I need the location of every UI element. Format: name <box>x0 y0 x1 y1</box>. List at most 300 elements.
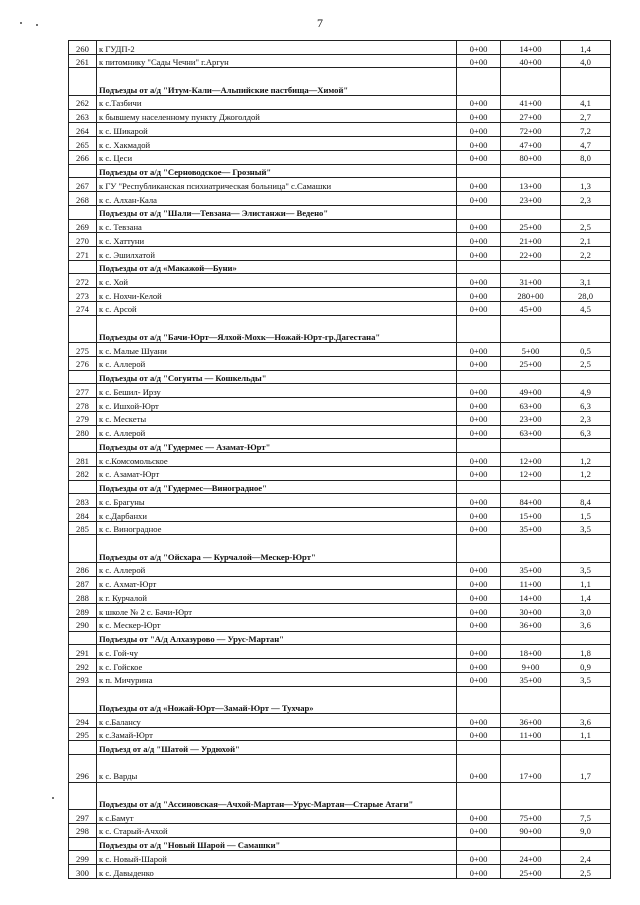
end-km-cell: 14+00 <box>501 41 561 55</box>
length-cell <box>561 741 611 755</box>
length-cell <box>561 686 611 713</box>
table-row <box>69 865 611 879</box>
length-cell: 1,2 <box>561 453 611 467</box>
row-number-cell: 272 <box>69 274 97 288</box>
row-number-cell <box>69 315 97 342</box>
end-km-cell <box>501 205 561 219</box>
row-number-cell <box>69 439 97 453</box>
length-cell <box>561 205 611 219</box>
section-title-cell: Подъезды от а/д «Макажой—Буни» <box>97 260 457 274</box>
section-header-row <box>69 68 611 95</box>
row-number-cell <box>69 782 97 809</box>
row-number-cell <box>69 164 97 178</box>
start-km-cell: 0+00 <box>457 54 501 68</box>
start-km-cell: 0+00 <box>457 604 501 618</box>
section-header-row <box>69 315 611 342</box>
row-number-cell: 276 <box>69 356 97 370</box>
road-name-cell: к с. Виноградное <box>97 521 457 535</box>
start-km-cell: 0+00 <box>457 274 501 288</box>
table-row <box>69 398 611 412</box>
start-km-cell: 0+00 <box>457 398 501 412</box>
road-name-cell: к с.Дарбанхи <box>97 507 457 521</box>
table-row <box>69 755 611 782</box>
start-km-cell <box>457 741 501 755</box>
table-row <box>69 425 611 439</box>
row-number-cell <box>69 535 97 562</box>
end-km-cell <box>501 68 561 95</box>
table-row <box>69 54 611 68</box>
table-row <box>69 288 611 302</box>
end-km-cell <box>501 315 561 342</box>
road-name-cell: к с. Бешил- Ирзу <box>97 384 457 398</box>
table-row <box>69 604 611 618</box>
length-cell: 3,6 <box>561 713 611 727</box>
start-km-cell: 0+00 <box>457 453 501 467</box>
section-title-cell: Подъезды от а/д "Ассиновская—Ачхой-Мартан—Урус-Мартан—Старые Атаги" <box>97 782 457 809</box>
row-number-cell <box>69 741 97 755</box>
end-km-cell: 35+00 <box>501 562 561 576</box>
end-km-cell <box>501 439 561 453</box>
section-title-cell: Подъезды от а/д "Серноводское— Грозный" <box>97 164 457 178</box>
end-km-cell: 11+00 <box>501 576 561 590</box>
scan-speck <box>36 24 38 26</box>
end-km-cell: 13+00 <box>501 178 561 192</box>
length-cell: 3,6 <box>561 617 611 631</box>
length-cell: 3,0 <box>561 604 611 618</box>
end-km-cell: 18+00 <box>501 645 561 659</box>
section-header-row <box>69 837 611 851</box>
road-name-cell: к школе № 2 с. Бачи-Юрт <box>97 604 457 618</box>
end-km-cell: 72+00 <box>501 123 561 137</box>
end-km-cell: 35+00 <box>501 672 561 686</box>
section-title-cell: Подъезды от а/д "Итум-Кали—Альпийские пастбища—Химой" <box>97 68 457 95</box>
start-km-cell: 0+00 <box>457 41 501 55</box>
row-number-cell: 260 <box>69 41 97 55</box>
length-cell: 2,5 <box>561 219 611 233</box>
row-number-cell: 270 <box>69 233 97 247</box>
road-name-cell: к ГУДП-2 <box>97 41 457 55</box>
row-number-cell: 289 <box>69 604 97 618</box>
end-km-cell <box>501 260 561 274</box>
length-cell: 3,5 <box>561 562 611 576</box>
road-name-cell: к с. Арсой <box>97 301 457 315</box>
length-cell: 0,9 <box>561 659 611 673</box>
road-name-cell: к п. Мичурина <box>97 672 457 686</box>
section-header-row <box>69 480 611 494</box>
section-title-cell: Подъезды от а/д "Новый Шарой — Самашки" <box>97 837 457 851</box>
row-number-cell: 268 <box>69 192 97 206</box>
start-km-cell: 0+00 <box>457 507 501 521</box>
end-km-cell: 12+00 <box>501 466 561 480</box>
end-km-cell: 27+00 <box>501 109 561 123</box>
length-cell: 1,4 <box>561 41 611 55</box>
start-km-cell: 0+00 <box>457 150 501 164</box>
start-km-cell: 0+00 <box>457 109 501 123</box>
length-cell: 6,3 <box>561 425 611 439</box>
length-cell: 1,2 <box>561 466 611 480</box>
start-km-cell: 0+00 <box>457 178 501 192</box>
start-km-cell: 0+00 <box>457 192 501 206</box>
row-number-cell: 280 <box>69 425 97 439</box>
end-km-cell <box>501 535 561 562</box>
road-name-cell: к с. Гой-чу <box>97 645 457 659</box>
length-cell: 8,0 <box>561 150 611 164</box>
end-km-cell <box>501 741 561 755</box>
end-km-cell: 22+00 <box>501 247 561 261</box>
row-number-cell: 282 <box>69 466 97 480</box>
length-cell: 1,5 <box>561 507 611 521</box>
road-name-cell: к с. Эшилхатой <box>97 247 457 261</box>
length-cell: 2,3 <box>561 411 611 425</box>
end-km-cell <box>501 631 561 645</box>
road-name-cell: к с.Бамут <box>97 810 457 824</box>
row-number-cell: 275 <box>69 343 97 357</box>
end-km-cell: 49+00 <box>501 384 561 398</box>
row-number-cell <box>69 837 97 851</box>
road-name-cell: к бывшему населенному пункту Джоголдой <box>97 109 457 123</box>
length-cell: 28,0 <box>561 288 611 302</box>
length-cell <box>561 68 611 95</box>
road-name-cell: к с. Шикарой <box>97 123 457 137</box>
table-row <box>69 810 611 824</box>
roads-table <box>68 40 611 879</box>
table-row <box>69 494 611 508</box>
table-row <box>69 823 611 837</box>
row-number-cell: 299 <box>69 851 97 865</box>
row-number-cell: 298 <box>69 823 97 837</box>
start-km-cell <box>457 782 501 809</box>
end-km-cell: 23+00 <box>501 411 561 425</box>
start-km-cell: 0+00 <box>457 823 501 837</box>
start-km-cell: 0+00 <box>457 590 501 604</box>
end-km-cell: 24+00 <box>501 851 561 865</box>
road-name-cell: к с. Алхан-Кала <box>97 192 457 206</box>
end-km-cell: 45+00 <box>501 301 561 315</box>
length-cell: 4,7 <box>561 137 611 151</box>
start-km-cell <box>457 631 501 645</box>
length-cell: 4,0 <box>561 54 611 68</box>
length-cell: 7,5 <box>561 810 611 824</box>
table-row <box>69 301 611 315</box>
end-km-cell: 36+00 <box>501 713 561 727</box>
section-header-row <box>69 535 611 562</box>
start-km-cell <box>457 480 501 494</box>
length-cell: 2,3 <box>561 192 611 206</box>
road-name-cell: к ГУ "Республиканская психиатрическая больница" с.Самашки <box>97 178 457 192</box>
row-number-cell <box>69 631 97 645</box>
section-title-cell: Подъезды от а/д "Бачи-Юрт—Ялхой-Мохк—Ножай-Юрт-гр.Дагестана" <box>97 315 457 342</box>
end-km-cell: 9+00 <box>501 659 561 673</box>
road-name-cell: к с. Аллерой <box>97 356 457 370</box>
row-number-cell <box>69 260 97 274</box>
table-row <box>69 617 611 631</box>
table-row <box>69 521 611 535</box>
table-row <box>69 576 611 590</box>
end-km-cell: 75+00 <box>501 810 561 824</box>
length-cell: 2,1 <box>561 233 611 247</box>
length-cell <box>561 370 611 384</box>
table-row <box>69 645 611 659</box>
road-name-cell: к с. Мескер-Юрт <box>97 617 457 631</box>
start-km-cell <box>457 68 501 95</box>
end-km-cell: 31+00 <box>501 274 561 288</box>
road-name-cell: к с. Давыденко <box>97 865 457 879</box>
start-km-cell <box>457 315 501 342</box>
length-cell: 2,5 <box>561 865 611 879</box>
table-row <box>69 41 611 55</box>
table-row <box>69 384 611 398</box>
start-km-cell <box>457 837 501 851</box>
row-number-cell: 263 <box>69 109 97 123</box>
end-km-cell: 90+00 <box>501 823 561 837</box>
row-number-cell: 291 <box>69 645 97 659</box>
table-row <box>69 590 611 604</box>
end-km-cell: 25+00 <box>501 219 561 233</box>
end-km-cell: 15+00 <box>501 507 561 521</box>
end-km-cell: 25+00 <box>501 865 561 879</box>
start-km-cell: 0+00 <box>457 494 501 508</box>
section-title-cell: Подъезды от а/д "Гудермес—Виноградное" <box>97 480 457 494</box>
length-cell <box>561 164 611 178</box>
road-name-cell: к с. Хакмадой <box>97 137 457 151</box>
start-km-cell: 0+00 <box>457 713 501 727</box>
row-number-cell: 283 <box>69 494 97 508</box>
section-title-cell: Подъезд от а/д "Шатой — Урдюхой" <box>97 741 457 755</box>
row-number-cell: 300 <box>69 865 97 879</box>
road-name-cell: к с. Брагуны <box>97 494 457 508</box>
road-name-cell: к с. Старый-Ачхой <box>97 823 457 837</box>
road-name-cell: к с. Аллерой <box>97 425 457 439</box>
start-km-cell <box>457 535 501 562</box>
length-cell: 4,5 <box>561 301 611 315</box>
section-header-row <box>69 686 611 713</box>
start-km-cell <box>457 370 501 384</box>
scan-speck <box>52 797 54 799</box>
section-header-row <box>69 439 611 453</box>
row-number-cell: 287 <box>69 576 97 590</box>
length-cell <box>561 439 611 453</box>
road-name-cell: к с. Малые Шуани <box>97 343 457 357</box>
start-km-cell: 0+00 <box>457 562 501 576</box>
end-km-cell: 17+00 <box>501 755 561 782</box>
section-header-row <box>69 741 611 755</box>
section-header-row <box>69 260 611 274</box>
table-row <box>69 137 611 151</box>
table-row <box>69 247 611 261</box>
start-km-cell <box>457 260 501 274</box>
section-header-row <box>69 631 611 645</box>
end-km-cell <box>501 686 561 713</box>
table-row <box>69 562 611 576</box>
row-number-cell <box>69 205 97 219</box>
start-km-cell: 0+00 <box>457 137 501 151</box>
start-km-cell <box>457 686 501 713</box>
table-row <box>69 713 611 727</box>
table-row <box>69 466 611 480</box>
start-km-cell: 0+00 <box>457 95 501 109</box>
row-number-cell: 277 <box>69 384 97 398</box>
end-km-cell: 23+00 <box>501 192 561 206</box>
start-km-cell: 0+00 <box>457 233 501 247</box>
row-number-cell: 296 <box>69 755 97 782</box>
start-km-cell: 0+00 <box>457 123 501 137</box>
row-number-cell: 269 <box>69 219 97 233</box>
end-km-cell: 41+00 <box>501 95 561 109</box>
row-number-cell: 295 <box>69 727 97 741</box>
start-km-cell: 0+00 <box>457 659 501 673</box>
start-km-cell: 0+00 <box>457 755 501 782</box>
row-number-cell: 281 <box>69 453 97 467</box>
section-title-cell: Подъезды от а/д "Согунты — Кошкельды" <box>97 370 457 384</box>
end-km-cell: 280+00 <box>501 288 561 302</box>
road-name-cell: к питомнику "Сады Чечни" г.Аргун <box>97 54 457 68</box>
end-km-cell: 84+00 <box>501 494 561 508</box>
row-number-cell: 273 <box>69 288 97 302</box>
road-name-cell: к с. Цеси <box>97 150 457 164</box>
roads-table-body <box>69 41 611 879</box>
end-km-cell: 12+00 <box>501 453 561 467</box>
length-cell: 6,3 <box>561 398 611 412</box>
road-name-cell: к с. Гойское <box>97 659 457 673</box>
road-name-cell: к с. Нохчи-Келой <box>97 288 457 302</box>
length-cell: 0,5 <box>561 343 611 357</box>
section-header-row <box>69 205 611 219</box>
section-title-cell: Подъезды от "А/д Алхазурово — Урус-Мартан" <box>97 631 457 645</box>
end-km-cell: 30+00 <box>501 604 561 618</box>
section-title-cell: Подъезды от а/д "Гудермес — Азамат-Юрт" <box>97 439 457 453</box>
road-name-cell: к с. Новый-Шарой <box>97 851 457 865</box>
road-name-cell: к с. Хаттуни <box>97 233 457 247</box>
row-number-cell: 271 <box>69 247 97 261</box>
start-km-cell: 0+00 <box>457 727 501 741</box>
row-number-cell: 265 <box>69 137 97 151</box>
table-row <box>69 411 611 425</box>
row-number-cell: 292 <box>69 659 97 673</box>
start-km-cell: 0+00 <box>457 672 501 686</box>
end-km-cell: 63+00 <box>501 398 561 412</box>
row-number-cell: 267 <box>69 178 97 192</box>
start-km-cell: 0+00 <box>457 411 501 425</box>
end-km-cell: 36+00 <box>501 617 561 631</box>
table-row <box>69 178 611 192</box>
row-number-cell: 279 <box>69 411 97 425</box>
table-row <box>69 95 611 109</box>
row-number-cell <box>69 686 97 713</box>
row-number-cell: 297 <box>69 810 97 824</box>
length-cell: 8,4 <box>561 494 611 508</box>
length-cell <box>561 631 611 645</box>
length-cell: 3,5 <box>561 521 611 535</box>
length-cell: 1,1 <box>561 727 611 741</box>
length-cell: 9,0 <box>561 823 611 837</box>
length-cell: 1,3 <box>561 178 611 192</box>
row-number-cell: 293 <box>69 672 97 686</box>
road-name-cell: к с. Аллерой <box>97 562 457 576</box>
length-cell: 3,5 <box>561 672 611 686</box>
end-km-cell: 21+00 <box>501 233 561 247</box>
start-km-cell <box>457 164 501 178</box>
table-row <box>69 109 611 123</box>
start-km-cell: 0+00 <box>457 247 501 261</box>
length-cell <box>561 260 611 274</box>
start-km-cell: 0+00 <box>457 810 501 824</box>
row-number-cell <box>69 68 97 95</box>
road-name-cell: к с. Азамат-Юрт <box>97 466 457 480</box>
row-number-cell: 278 <box>69 398 97 412</box>
length-cell: 1,4 <box>561 590 611 604</box>
length-cell <box>561 782 611 809</box>
start-km-cell: 0+00 <box>457 521 501 535</box>
road-name-cell: к с. Тевзана <box>97 219 457 233</box>
road-name-cell: к с. Ишхой-Юрт <box>97 398 457 412</box>
road-name-cell: к с. Хой <box>97 274 457 288</box>
table-row <box>69 343 611 357</box>
table-row <box>69 851 611 865</box>
row-number-cell: 288 <box>69 590 97 604</box>
row-number-cell: 274 <box>69 301 97 315</box>
road-name-cell: к г. Курчалой <box>97 590 457 604</box>
start-km-cell: 0+00 <box>457 865 501 879</box>
section-title-cell: Подъезды от а/д «Ножай-Юрт—Замай-Юрт — Тухчар» <box>97 686 457 713</box>
page-number: 7 <box>317 16 323 30</box>
start-km-cell: 0+00 <box>457 466 501 480</box>
end-km-cell: 47+00 <box>501 137 561 151</box>
start-km-cell: 0+00 <box>457 851 501 865</box>
length-cell <box>561 837 611 851</box>
length-cell <box>561 480 611 494</box>
row-number-cell: 294 <box>69 713 97 727</box>
length-cell: 1,1 <box>561 576 611 590</box>
table-row <box>69 672 611 686</box>
row-number-cell: 285 <box>69 521 97 535</box>
end-km-cell: 5+00 <box>501 343 561 357</box>
row-number-cell <box>69 480 97 494</box>
start-km-cell: 0+00 <box>457 425 501 439</box>
end-km-cell: 63+00 <box>501 425 561 439</box>
section-title-cell: Подъезды от а/д "Ойсхара — Курчалой—Мескер-Юрт" <box>97 535 457 562</box>
length-cell: 4,9 <box>561 384 611 398</box>
end-km-cell: 14+00 <box>501 590 561 604</box>
start-km-cell <box>457 439 501 453</box>
start-km-cell <box>457 205 501 219</box>
section-header-row <box>69 370 611 384</box>
row-number-cell: 290 <box>69 617 97 631</box>
table-row <box>69 507 611 521</box>
table-row <box>69 123 611 137</box>
row-number-cell: 286 <box>69 562 97 576</box>
table-row <box>69 274 611 288</box>
section-header-row <box>69 164 611 178</box>
start-km-cell: 0+00 <box>457 356 501 370</box>
length-cell: 7,2 <box>561 123 611 137</box>
end-km-cell: 11+00 <box>501 727 561 741</box>
length-cell: 2,7 <box>561 109 611 123</box>
length-cell: 3,1 <box>561 274 611 288</box>
end-km-cell <box>501 837 561 851</box>
road-name-cell: к с.Тазбичи <box>97 95 457 109</box>
start-km-cell: 0+00 <box>457 288 501 302</box>
start-km-cell: 0+00 <box>457 219 501 233</box>
row-number-cell: 266 <box>69 150 97 164</box>
table-row <box>69 356 611 370</box>
start-km-cell: 0+00 <box>457 617 501 631</box>
length-cell <box>561 315 611 342</box>
road-name-cell: к с.Комсомольское <box>97 453 457 467</box>
table-row <box>69 453 611 467</box>
start-km-cell: 0+00 <box>457 343 501 357</box>
length-cell: 1,8 <box>561 645 611 659</box>
end-km-cell: 40+00 <box>501 54 561 68</box>
